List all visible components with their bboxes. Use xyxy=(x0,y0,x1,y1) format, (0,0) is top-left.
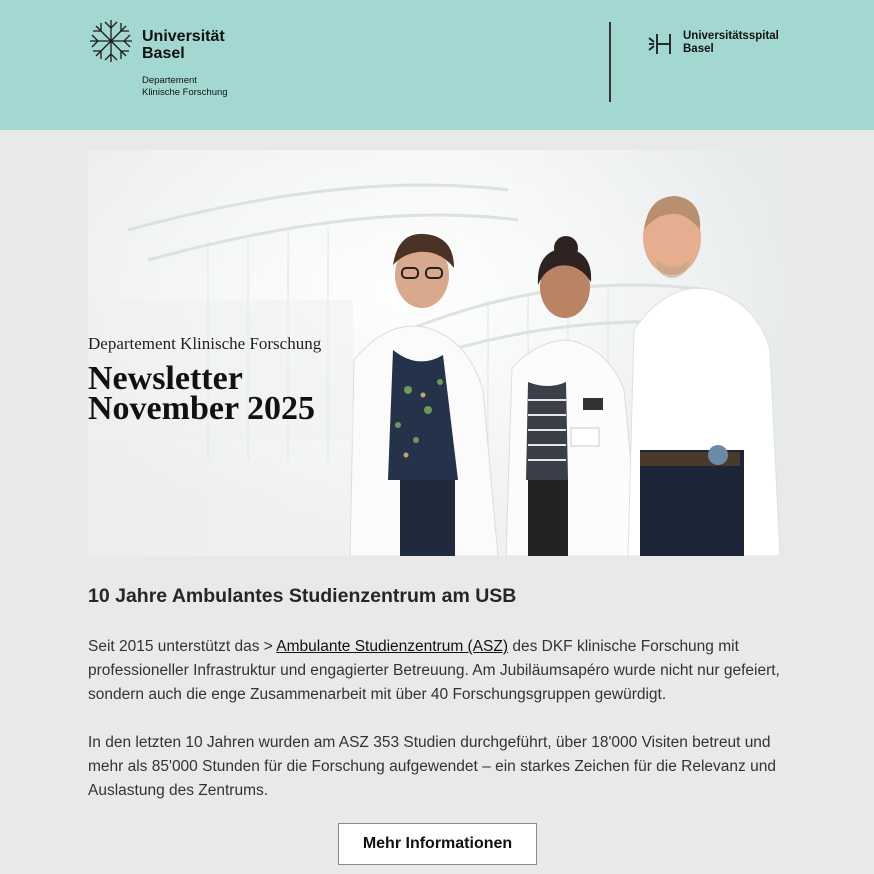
hero-title-line2: November 2025 xyxy=(88,390,315,427)
unibas-dept-line1: Departement xyxy=(142,75,197,86)
hero-department: Departement Klinische Forschung xyxy=(88,334,322,353)
unibas-department xyxy=(142,75,228,99)
snowflake-cross-logo-icon xyxy=(88,18,134,64)
header-banner xyxy=(0,0,874,130)
article-title: 10 Jahre Ambulantes Studienzentrum am USB xyxy=(88,585,517,607)
p1-text-after: des DKF klinische Forschung mit professioneller Infrastruktur und engagierter Betreuung. Am Jubiläumsapéro wurde nicht nur gefeiert, sondern auch die enge Zusammenarbeit mit über 40 Forschungsgruppen gewürdigt. xyxy=(88,638,780,703)
usb-name-line2: Basel xyxy=(683,43,714,55)
unibas-dept-line2: Klinische Forschung xyxy=(142,87,228,98)
usb-cross-logo-icon xyxy=(648,32,678,56)
hero-title-line1: Newsletter xyxy=(88,360,243,397)
usb-name xyxy=(683,30,779,56)
unibas-name-line2: Basel xyxy=(142,45,185,62)
article-paragraph-1 xyxy=(88,635,788,707)
p1-text-before: Seit 2015 unterstützt das > xyxy=(88,638,277,655)
asz-link[interactable]: Ambulante Studienzentrum (ASZ) xyxy=(276,638,509,655)
unibas-name xyxy=(142,28,225,62)
article-paragraph-2: In den letzten 10 Jahren wurden am ASZ 353 Studien durchgeführt, über 18'000 Visiten betreut und mehr als 85'000 Stunden für die Forschung aufgewendet – ein starkes Zeichen für die Relevanz und Auslastung des Zentrums. xyxy=(88,734,776,799)
hero-image xyxy=(88,150,786,556)
header-divider xyxy=(609,22,611,102)
unibas-name-line1: Universität xyxy=(142,28,225,45)
more-info-button[interactable]: Mehr Informationen xyxy=(338,823,537,865)
usb-name-line1: Universitätsspital xyxy=(683,30,779,42)
hero-title xyxy=(88,360,315,427)
